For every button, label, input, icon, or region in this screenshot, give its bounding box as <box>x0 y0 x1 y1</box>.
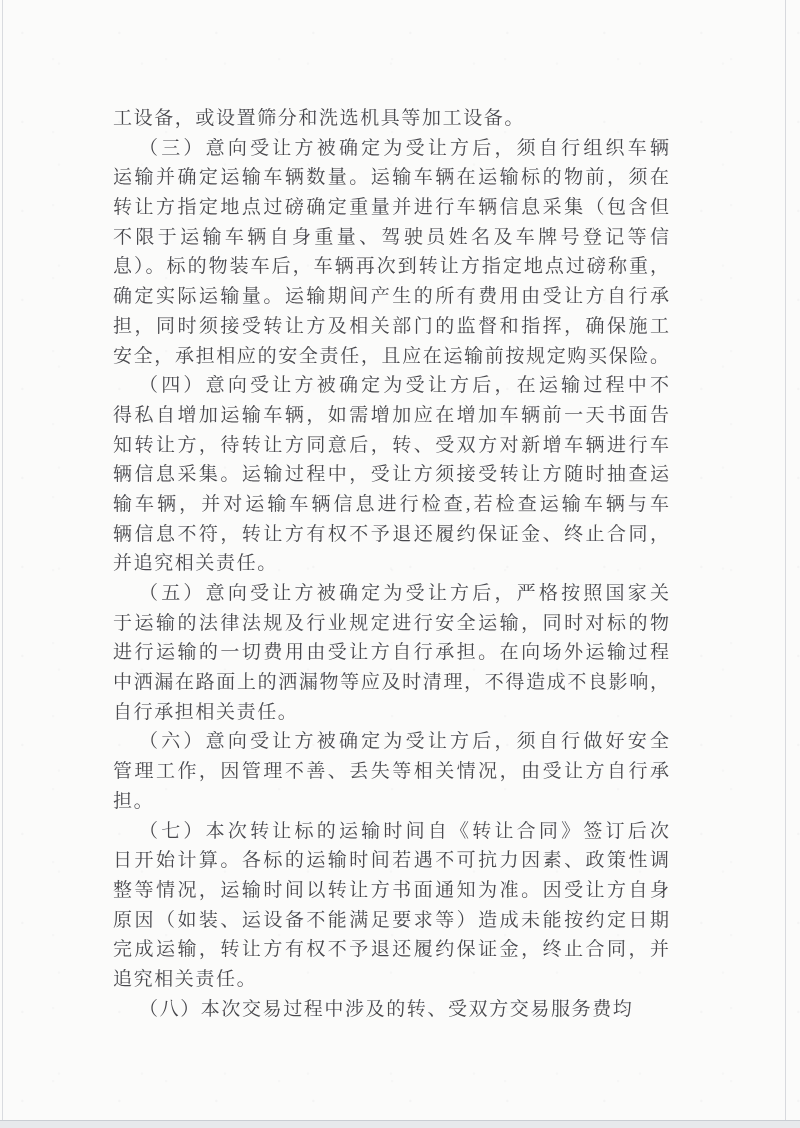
text-line: 输车辆，并对运输车辆信息进行检查,若检查运输车辆与车 <box>113 493 669 515</box>
text-line: 追究相关责任。 <box>113 968 258 990</box>
text-line: 工设备，或设置筛分和洗选机具等加工设备。 <box>113 108 526 129</box>
text-line: 息）。标的物装车后，车辆再次到转让方指定地点过磅称重， <box>113 256 669 278</box>
text-line: 担。 <box>113 790 155 812</box>
text-line: 进行运输的一切费用由受让方自行承担。在向场外运输过程 <box>113 642 669 664</box>
text-line: 转让方指定地点过磅确定重量并进行车辆信息采集（包含但 <box>113 197 669 219</box>
text-line: 完成运输，转让方有权不予退还履约保证金，终止合同，并 <box>113 939 669 961</box>
text-line: 于运输的法律法规及行业规定进行安全运输，同时对标的物 <box>113 612 669 634</box>
page-left-edge-line <box>2 0 3 1121</box>
page-bottom-edge <box>0 1120 800 1128</box>
text-line: 确定实际运输量。运输期间产生的所有费用由受让方自行承 <box>113 286 669 308</box>
text-line: 中洒漏在路面上的洒漏物等应及时清理，不得造成不良影响， <box>113 672 669 694</box>
text-line: （三）意向受让方被确定为受让方后，须自行组织车辆 <box>139 137 669 159</box>
text-line: 担，同时须接受转让方及相关部门的监督和指挥，确保施工 <box>113 315 669 337</box>
text-line: 自行承担相关责任。 <box>113 701 299 723</box>
text-line: 知转让方，待转让方同意后，转、受双方对新增车辆进行车 <box>113 434 669 456</box>
text-line: （八）本次交易过程中涉及的转、受双方交易服务费均 <box>139 998 634 1020</box>
text-line: （四）意向受让方被确定为受让方后，在运输过程中不 <box>139 375 669 397</box>
text-line: 不限于运输车辆自身重量、驾驶员姓名及车牌号登记等信 <box>113 226 669 248</box>
text-line: 原因（如装、运设备不能满足要求等）造成未能按约定日期 <box>113 909 669 931</box>
text-line: 整等情况，运输时间以转让方书面通知为准。因受让方自身 <box>113 879 669 901</box>
text-line: 运输并确定运输车辆数量。运输车辆在运输标的物前，须在 <box>113 167 669 189</box>
text-line: 并追究相关责任。 <box>113 553 278 575</box>
text-line: （五）意向受让方被确定为受让方后，严格按照国家关 <box>139 583 669 604</box>
page-right-edge-line <box>785 0 786 1121</box>
text-line: 安全，承担相应的安全责任，且应在运输前按规定购买保险。 <box>113 345 669 367</box>
text-line: （七）本次转让标的运输时间自《转让合同》签订后次 <box>139 820 669 842</box>
text-line: （六）意向受让方被确定为受让方后，须自行做好安全 <box>139 731 669 753</box>
text-line: 辆信息不符，转让方有权不予退还履约保证金、终止合同， <box>113 523 669 545</box>
document-body <box>113 104 669 1024</box>
text-line: 得私自增加运输车辆，如需增加应在增加车辆前一天书面告 <box>113 404 669 426</box>
text-line: 管理工作，因管理不善、丢失等相关情况，由受让方自行承 <box>113 761 669 783</box>
text-line: 日开始计算。各标的运输时间若遇不可抗力因素、政策性调 <box>113 850 669 872</box>
text-line: 辆信息采集。运输过程中，受让方须接受转让方随时抽查运 <box>113 464 669 486</box>
